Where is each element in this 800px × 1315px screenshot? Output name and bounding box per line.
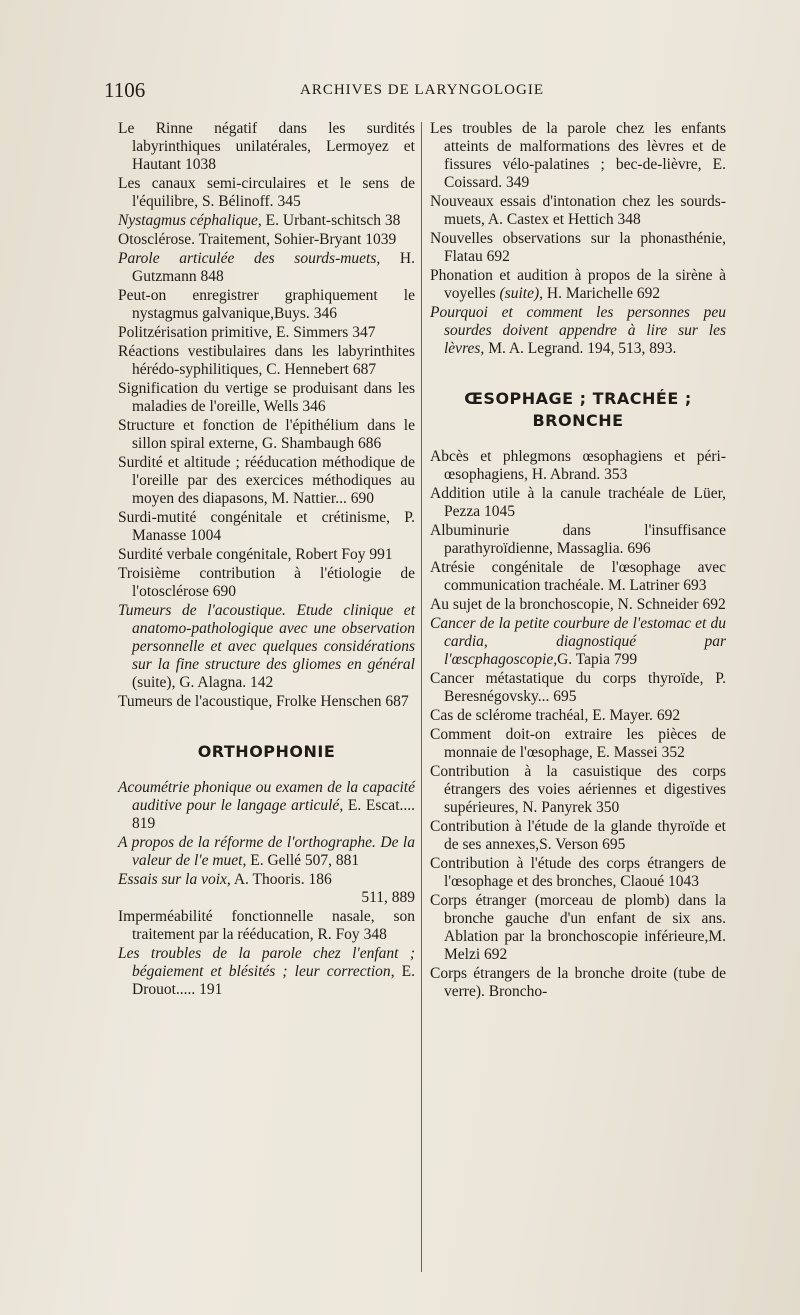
entry-pages: 507, 881 <box>304 852 360 869</box>
index-entry <box>118 343 415 379</box>
index-entry <box>430 670 726 706</box>
entry-pages: 799 <box>613 651 638 668</box>
entry-pages: 194, 513, 893. <box>587 340 677 357</box>
entry-title: Politzérisation primitive, E. Simmers <box>118 324 349 341</box>
entry-title: Les troubles de la parole chez les enfants atteints de malformations des lèvres et de fissures vélo-palatines ; bec-de-lièvre, E. Coissard. <box>430 120 726 191</box>
section-heading-orthophonie: ORTHOPHONIE <box>197 742 336 761</box>
entry-author: G. Tapia <box>557 651 610 668</box>
index-entry <box>430 230 726 266</box>
entry-pages: 349 <box>506 174 530 191</box>
index-entry <box>118 175 415 211</box>
entry-pages: 348 <box>617 211 641 228</box>
index-entry <box>430 763 726 817</box>
index-entry <box>118 834 415 870</box>
entry-pages: 695 <box>602 836 626 853</box>
index-entry <box>430 855 726 891</box>
column-divider <box>421 122 422 1272</box>
index-entry <box>118 250 415 286</box>
index-entry <box>118 324 415 342</box>
index-entry <box>430 965 726 1001</box>
index-entry <box>430 615 726 669</box>
left-entries-top <box>118 120 415 711</box>
index-entry <box>118 417 415 453</box>
entry-pages: 347 <box>352 324 376 341</box>
index-entry <box>430 193 726 229</box>
index-entry <box>118 779 415 833</box>
left-column <box>118 120 415 1000</box>
entry-title: Cas de sclérome trachéal, E. Mayer. <box>430 707 653 724</box>
entry-pages: 991 <box>369 546 393 563</box>
entry-pages: 345 <box>277 193 301 210</box>
index-entry <box>430 304 726 358</box>
entry-title: Structure et fonction de l'épithélium dans le sillon spiral externe, G. Shambaugh <box>118 417 415 452</box>
entry-pages: 848 <box>200 268 224 285</box>
entry-pages: 692 <box>656 707 681 724</box>
entry-author: H. Gutzmann <box>132 250 415 285</box>
entry-title: Acoumétrie phonique ou examen de la capacité auditive pour le langage articulé, <box>118 779 415 814</box>
entry-author: , H. Marichelle <box>539 285 633 302</box>
entry-title: Surdité verbale congénitale, Robert Foy <box>118 546 366 563</box>
entry-pages: 142 <box>249 674 274 691</box>
index-entry <box>118 565 415 601</box>
entry-pages: 186 <box>308 871 332 888</box>
right-column <box>430 120 726 1002</box>
entry-title: Comment doit-on extraire les pièces de monnaie de l'œsophage, E. Massei <box>430 726 726 761</box>
index-entry <box>118 871 415 907</box>
entry-pages: 692 <box>486 248 510 265</box>
entry-author: E. Escat.... <box>343 797 415 814</box>
index-entry <box>430 485 726 521</box>
index-entry <box>430 522 726 558</box>
entry-title: Parole articulée des sourds-muets, <box>118 250 381 267</box>
left-entries-bottom <box>118 779 415 999</box>
entry-pages: 353 <box>604 466 628 483</box>
index-entry <box>118 602 415 692</box>
index-entry <box>430 448 726 484</box>
entry-pages: 348 <box>363 926 387 943</box>
entry-pages: 690 <box>212 583 236 600</box>
entry-pages: 191 <box>199 981 223 998</box>
entry-title: A propos de la réforme de l'orthographe. De la valeur de l'e muet, <box>118 834 415 869</box>
entry-title: Au sujet de la bronchoscopie, N. Schneider <box>430 596 699 613</box>
entry-title: Contribution à la casuistique des corps étrangers des voies aériennes et digestives supérieures, N. Panyrek <box>430 763 726 816</box>
entry-title: Corps étrangers de la bronche droite (tube de verre). Broncho- <box>430 965 726 1000</box>
entry-title: Tumeurs de l'acoustique, Frolke Henschen <box>118 693 382 710</box>
entry-title: Albuminurie dans l'insuffisance parathyroïdienne, Massaglia. <box>430 522 726 557</box>
entry-pages: 692 <box>636 285 661 302</box>
entry-pages: 687 <box>385 693 409 710</box>
index-entry <box>118 120 415 174</box>
entry-title: Tumeurs de l'acoustique. Etude clinique et anatomo-pathologique avec une observation personnelle et avec quelques considérations sur la fine structure des gliomes en général <box>118 602 415 673</box>
right-entries-top <box>430 120 726 358</box>
index-entry <box>118 287 415 323</box>
entry-title: Nystagmus céphalique, <box>118 212 262 229</box>
entry-title: Corps étranger (morceau de plomb) dans la bronche gauche d'un enfant de six ans. Ablation par la bronchoscopie inférieure,M. Melzi <box>430 892 726 963</box>
entry-title: Nouvelles observations sur la phonasthénie, Flatau <box>430 230 726 265</box>
entry-author: E. Urbant-schitsch <box>261 212 382 229</box>
index-entry <box>118 546 415 564</box>
index-entry <box>430 726 726 762</box>
index-entry <box>430 559 726 595</box>
right-entries-bottom <box>430 448 726 1001</box>
entry-title: Signification du vertige se produisant dans les maladies de l'oreille, Wells <box>118 380 415 415</box>
entry-title: Cancer métastatique du corps thyroïde, P. Beresnégovsky... <box>430 670 726 705</box>
index-entry <box>118 380 415 416</box>
index-entry <box>118 231 415 249</box>
entry-title: Le Rinne négatif dans les surdités labyrinthiques unilatérales, Lermoyez et Hautant <box>118 120 415 173</box>
entry-author: (suite), G. Alagna. <box>132 674 247 691</box>
entry-pages: 352 <box>661 744 685 761</box>
section-heading-oesophage: ŒSOPHAGE ; TRACHÉE ; BRONCHE <box>464 389 692 430</box>
entry-pages: 690 <box>350 490 374 507</box>
entry-pages: 1004 <box>190 527 222 544</box>
entry-pages: 38 <box>384 212 401 229</box>
index-entry <box>118 454 415 508</box>
entry-title: Cancer de la petite courbure de l'estomac et du cardia, diagnostiqué par l'œscphagoscopie, <box>430 615 726 668</box>
entry-title: Essais sur la voix, <box>118 871 231 888</box>
entry-pages: 696 <box>627 540 651 557</box>
entry-title: Atrésie congénitale de l'œsophage avec communication trachéale. M. Latriner <box>430 559 726 594</box>
index-entry <box>118 908 415 944</box>
index-entry <box>118 212 415 230</box>
running-title: ARCHIVES DE LARYNGOLOGIE <box>300 82 544 98</box>
entry-pages: 1045 <box>484 503 516 520</box>
entry-pages: 1043 <box>668 873 700 890</box>
entry-author: E. Gellé <box>246 852 302 869</box>
index-entry <box>430 707 726 725</box>
entry-pages-continued: 511, 889 <box>361 889 415 906</box>
entry-title-note: (suite) <box>495 285 540 302</box>
entry-pages: 693 <box>683 577 707 594</box>
entry-pages: 350 <box>595 799 620 816</box>
entry-pages: 1038 <box>184 156 216 173</box>
entry-title: Peut-on enregistrer graphiquement le nystagmus galvanique,Buys. <box>118 287 415 322</box>
entry-title: Troisième contribution à l'étiologie de l'otosclérose <box>118 565 415 600</box>
entry-pages: 1039 <box>365 231 397 248</box>
index-entry <box>430 892 726 964</box>
index-entry <box>118 509 415 545</box>
entry-pages: 687 <box>352 361 377 378</box>
page-header <box>104 78 744 108</box>
index-entry <box>430 818 726 854</box>
entry-title: Les canaux semi-circulaires et le sens de l'équilibre, S. Bélinoff. <box>118 175 415 210</box>
entry-author: A. Thooris. <box>230 871 305 888</box>
entry-title: Nouveaux essais d'intonation chez les sourds-muets, A. Castex et Hettich <box>430 193 726 228</box>
index-entry <box>430 120 726 192</box>
entry-title: Pourquoi et comment les personnes peu sourdes doivent appendre à lire sur les lèvres, <box>430 304 726 357</box>
entry-title: Surdité et altitude ; rééducation méthodique de l'oreille par des exercices méthodiques au moyen des diapasons, M. Nattier... <box>118 454 415 507</box>
entry-title: Les troubles de la parole chez l'enfant ; bégaiement et blésités ; leur correction <box>118 945 415 980</box>
entry-title: Réactions vestibulaires dans les labyrinthites hérédo-syphilitiques, C. Hennebert <box>118 343 415 378</box>
entry-title: Abcès et phlegmons œsophagiens et péri-œsophagiens, H. Abrand. <box>430 448 726 483</box>
page-number: 1106 <box>104 78 146 102</box>
entry-title: Addition utile à la canule trachéale de Lüer, Pezza <box>430 485 726 520</box>
entry-title: Surdi-mutité congénitale et crétinisme, P. Manasse <box>118 509 415 544</box>
index-entry <box>430 596 726 614</box>
entry-title: Phonation et audition à propos de la sirène à voyelles <box>430 267 726 302</box>
entry-pages: 692 <box>702 596 726 613</box>
entry-pages: 686 <box>358 435 382 452</box>
entry-pages: 346 <box>302 398 326 415</box>
index-entry <box>118 945 415 999</box>
entry-pages: 695 <box>553 688 577 705</box>
entry-title: Contribution à l'étude de la glande thyroïde et de ses annexes,S. Verson <box>430 818 726 853</box>
entry-author: M. A. Legrand. <box>484 340 584 357</box>
entry-pages: 819 <box>132 815 156 832</box>
entry-pages: 346 <box>313 305 337 322</box>
entry-title: Imperméabilité fonctionnelle nasale, son traitement par la rééducation, R. Foy <box>118 908 415 943</box>
index-entry <box>430 267 726 303</box>
entry-pages: 692 <box>484 946 508 963</box>
entry-title: Contribution à l'étude des corps étrangers de l'œsophage et des bronches, Claoué <box>430 855 726 890</box>
entry-author: , E. Drouot..... <box>132 963 415 998</box>
index-entry <box>118 693 415 711</box>
entry-title: Otosclérose. Traitement, Sohier-Bryant <box>118 231 362 248</box>
